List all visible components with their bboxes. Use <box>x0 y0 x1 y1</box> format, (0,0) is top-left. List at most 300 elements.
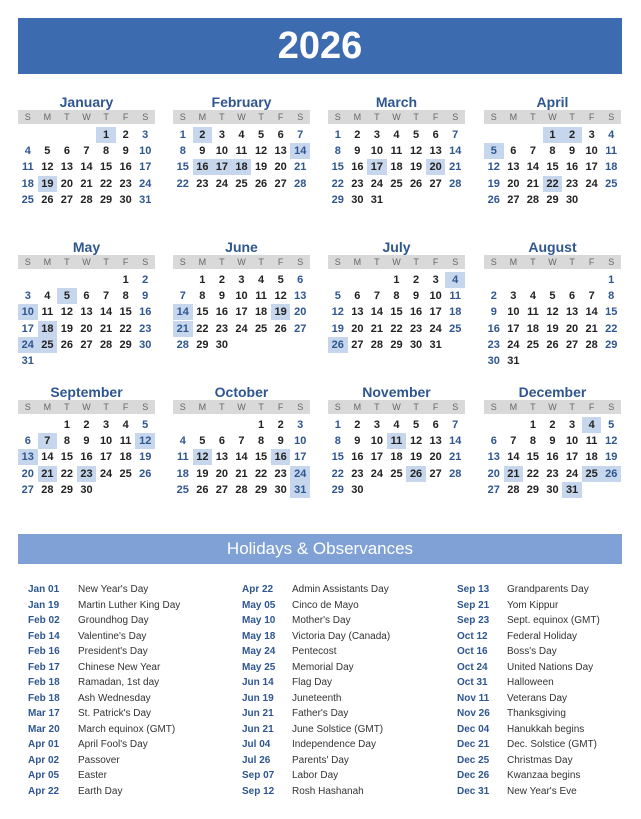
day-cell: 14 <box>370 306 384 319</box>
day-cell: 28 <box>507 483 520 496</box>
weekday-label: S <box>24 112 31 122</box>
day-cell: 30 <box>119 193 132 206</box>
day-cell: 22 <box>254 467 268 480</box>
day-cell: 5 <box>334 290 341 303</box>
day-cell: 2 <box>354 129 361 141</box>
day-cell: 4 <box>258 274 265 286</box>
day-cell: 19 <box>409 161 423 174</box>
holiday-date: Apr 22 <box>28 785 60 797</box>
day-cell: 11 <box>390 145 403 158</box>
weekday-label: M <box>198 257 207 267</box>
day-cell: 13 <box>429 145 442 158</box>
day-cell: 23 <box>487 338 500 351</box>
weekday-label: S <box>297 402 304 412</box>
day-cell: 5 <box>142 419 149 431</box>
day-cell: 30 <box>565 193 579 206</box>
month-name: June <box>225 239 258 255</box>
day-cell: 13 <box>507 161 520 174</box>
day-cell: 11 <box>449 290 462 303</box>
day-cell: 6 <box>218 435 225 448</box>
day-cell: 13 <box>18 449 38 465</box>
day-cell: 10 <box>215 145 229 158</box>
weekday-label: T <box>258 257 264 267</box>
day-cell: 1 <box>543 127 563 143</box>
weekday-label: T <box>64 257 70 267</box>
day-cell: 12 <box>409 145 423 158</box>
weekday-label: T <box>530 402 536 412</box>
day-cell: 22 <box>60 467 74 480</box>
day-cell: 14 <box>507 451 520 464</box>
holiday-date: Feb 17 <box>28 661 60 673</box>
holiday-name: Labor Day <box>292 770 339 781</box>
day-cell: 8 <box>608 290 615 303</box>
weekday-label: S <box>142 402 149 412</box>
day-cell: 6 <box>432 129 439 141</box>
holiday-name: Mother's Day <box>292 615 351 626</box>
holiday-date: Feb 18 <box>28 692 60 704</box>
day-cell: 30 <box>351 483 364 496</box>
day-cell: 14 <box>173 304 193 320</box>
holiday-date: Nov 11 <box>457 692 490 704</box>
weekday-label: F <box>432 257 439 267</box>
weekday-label: S <box>608 402 615 412</box>
day-cell: 22 <box>119 322 132 335</box>
day-cell: 6 <box>354 290 361 303</box>
weekday-label: S <box>142 257 149 267</box>
weekday-label: S <box>297 112 304 122</box>
day-cell: 16 <box>119 161 132 174</box>
day-cell: 30 <box>274 483 287 496</box>
day-cell: 15 <box>390 306 403 319</box>
holiday-name: Earth Day <box>78 785 123 797</box>
weekday-label: M <box>353 257 362 267</box>
weekday-label: T <box>374 112 380 122</box>
day-cell: 10 <box>235 290 248 303</box>
weekday-label: S <box>179 257 186 267</box>
day-cell: 15 <box>605 306 618 319</box>
day-cell: 4 <box>445 272 465 288</box>
holiday-name: Victoria Day (Canada) <box>292 630 391 642</box>
day-cell: 21 <box>449 161 462 174</box>
day-cell: 21 <box>99 322 113 335</box>
day-cell: 11 <box>605 145 618 158</box>
holiday-date: Jul 26 <box>242 754 271 766</box>
day-cell: 12 <box>331 306 344 319</box>
day-cell: 31 <box>290 482 310 498</box>
weekday-label: W <box>237 402 246 412</box>
day-cell: 22 <box>176 177 189 190</box>
holidays-title: Holidays & Observances <box>226 539 414 558</box>
weekday-label: T <box>219 112 225 122</box>
day-cell: 29 <box>526 483 540 496</box>
day-cell: 1 <box>334 129 341 141</box>
day-cell: 3 <box>103 419 110 431</box>
day-cell: 2 <box>413 274 420 286</box>
holiday-name: Rosh Hashanah <box>292 785 364 797</box>
holiday-name: Cinco de Mayo <box>292 599 359 611</box>
day-cell: 30 <box>351 193 364 206</box>
day-cell: 16 <box>193 159 213 175</box>
day-cell: 20 <box>60 177 74 190</box>
holiday-date: Apr 22 <box>242 584 274 595</box>
holiday-date: Dec 31 <box>457 785 490 797</box>
day-cell: 25 <box>390 177 403 190</box>
day-cell: 25 <box>390 467 403 480</box>
day-cell: 19 <box>196 467 209 480</box>
day-cell: 4 <box>238 129 245 141</box>
day-cell: 28 <box>526 193 540 206</box>
day-cell: 24 <box>370 467 384 480</box>
day-cell: 23 <box>565 177 579 190</box>
day-cell: 4 <box>179 435 186 448</box>
weekday-label: M <box>43 257 52 267</box>
day-cell: 20 <box>21 467 34 480</box>
month-name: August <box>528 239 577 255</box>
day-cell: 17 <box>235 306 248 319</box>
day-cell: 17 <box>429 306 442 319</box>
day-cell: 17 <box>294 451 307 464</box>
day-cell: 1 <box>608 274 615 286</box>
holiday-date: Oct 31 <box>457 677 488 688</box>
day-cell: 11 <box>235 145 248 158</box>
day-cell: 25 <box>605 177 618 190</box>
day-cell: 15 <box>196 306 209 319</box>
day-cell: 12 <box>41 161 54 174</box>
day-cell: 3 <box>588 129 595 141</box>
day-cell: 31 <box>429 338 442 351</box>
day-cell: 18 <box>526 322 540 335</box>
day-cell: 17 <box>585 161 598 174</box>
holiday-name: Grandparents Day <box>507 584 589 595</box>
holiday-name: Valentine's Day <box>78 630 147 642</box>
holiday-name: New Year's Day <box>78 584 149 595</box>
day-cell: 25 <box>21 193 34 206</box>
day-cell: 12 <box>605 435 618 448</box>
day-cell: 29 <box>254 483 268 496</box>
holiday-name: Flag Day <box>292 677 333 688</box>
day-cell: 23 <box>274 467 287 480</box>
day-cell: 22 <box>331 467 344 480</box>
day-cell: 25 <box>449 322 462 335</box>
weekday-label: F <box>432 402 439 412</box>
weekday-label: T <box>219 402 225 412</box>
day-cell: 15 <box>60 451 74 464</box>
day-cell: 20 <box>294 306 307 319</box>
day-cell: 16 <box>215 306 229 319</box>
holiday-name: Veterans Day <box>507 692 568 704</box>
weekday-label: F <box>277 402 284 412</box>
weekday-label: W <box>237 112 246 122</box>
holiday-name: March equinox (GMT) <box>78 723 176 735</box>
day-cell: 5 <box>413 129 420 141</box>
weekday-label: S <box>334 112 341 122</box>
day-cell: 17 <box>565 451 579 464</box>
day-cell: 29 <box>99 193 113 206</box>
day-cell: 27 <box>60 193 74 206</box>
day-cell: 7 <box>452 129 459 141</box>
weekday-label: M <box>353 112 362 122</box>
holiday-name: June Solstice (GMT) <box>292 723 384 735</box>
day-cell: 25 <box>254 322 268 335</box>
day-cell: 5 <box>413 419 420 431</box>
day-cell: 3 <box>24 290 31 303</box>
day-cell: 23 <box>139 322 152 335</box>
day-cell: 4 <box>582 417 602 433</box>
day-cell: 13 <box>274 145 287 158</box>
holiday-date: Dec 04 <box>457 723 490 735</box>
day-cell: 8 <box>334 435 341 448</box>
holiday-name: Kwanzaa begins <box>507 770 581 781</box>
day-cell: 18 <box>38 321 58 337</box>
weekday-label: T <box>413 402 419 412</box>
day-cell: 13 <box>80 306 93 319</box>
day-cell: 8 <box>258 435 265 448</box>
day-cell: 25 <box>176 483 189 496</box>
day-cell: 6 <box>510 145 517 158</box>
day-cell: 12 <box>254 145 268 158</box>
day-cell: 14 <box>585 306 598 319</box>
weekday-label: F <box>122 402 129 412</box>
holiday-date: Jan 01 <box>28 584 60 595</box>
day-cell: 18 <box>585 451 598 464</box>
holiday-name: Martin Luther King Day <box>78 599 181 611</box>
day-cell: 4 <box>608 129 615 141</box>
day-cell: 20 <box>351 322 364 335</box>
day-cell: 20 <box>487 467 500 480</box>
holiday-date: May 18 <box>242 630 276 642</box>
day-cell: 8 <box>393 290 400 303</box>
holiday-name: President's Day <box>78 646 148 657</box>
day-cell: 28 <box>80 193 93 206</box>
day-cell: 10 <box>99 435 113 448</box>
day-cell: 21 <box>370 322 384 335</box>
holiday-date: May 05 <box>242 599 276 611</box>
day-cell: 17 <box>370 451 384 464</box>
weekday-label: W <box>392 257 401 267</box>
day-cell: 31 <box>21 355 34 367</box>
day-cell: 18 <box>176 467 189 480</box>
day-cell: 3 <box>238 274 245 286</box>
day-cell: 11 <box>119 435 132 448</box>
day-cell: 24 <box>370 177 384 190</box>
day-cell: 18 <box>119 451 132 464</box>
weekday-label: T <box>413 257 419 267</box>
holiday-name: Father's Day <box>292 708 349 719</box>
month-name: December <box>518 384 587 400</box>
day-cell: 2 <box>83 419 90 431</box>
holiday-name: Yom Kippur <box>507 599 559 611</box>
day-cell: 16 <box>546 451 559 464</box>
day-cell: 24 <box>99 467 113 480</box>
holiday-date: Sep 13 <box>457 584 490 595</box>
day-cell: 16 <box>139 306 152 319</box>
weekday-label: S <box>334 257 341 267</box>
day-cell: 27 <box>351 338 364 351</box>
day-cell: 27 <box>21 483 34 496</box>
day-cell: 11 <box>527 306 539 319</box>
weekday-label: W <box>548 112 557 122</box>
day-cell: 6 <box>432 419 439 431</box>
day-cell: 31 <box>139 193 152 206</box>
day-cell: 1 <box>63 419 70 431</box>
day-cell: 28 <box>449 177 462 190</box>
day-cell: 19 <box>271 304 291 320</box>
weekday-label: T <box>374 402 380 412</box>
day-cell: 29 <box>546 193 559 206</box>
weekday-label: M <box>43 112 52 122</box>
day-cell: 15 <box>99 161 113 174</box>
day-cell: 12 <box>546 306 559 319</box>
day-cell: 2 <box>122 129 129 141</box>
day-cell: 9 <box>354 435 361 448</box>
day-cell: 29 <box>60 483 74 496</box>
day-cell: 25 <box>119 467 132 480</box>
day-cell: 24 <box>290 466 310 482</box>
day-cell: 6 <box>277 129 284 141</box>
day-cell: 18 <box>449 306 462 319</box>
day-cell: 17 <box>139 161 152 174</box>
day-cell: 16 <box>487 322 500 335</box>
day-cell: 10 <box>139 145 152 158</box>
day-cell: 18 <box>254 306 268 319</box>
day-cell: 7 <box>529 145 536 158</box>
day-cell: 1 <box>122 274 129 286</box>
day-cell: 1 <box>199 274 206 286</box>
day-cell: 22 <box>543 176 563 192</box>
day-cell: 6 <box>297 274 304 286</box>
day-cell: 12 <box>193 449 213 465</box>
weekday-label: T <box>258 112 264 122</box>
day-cell: 18 <box>605 161 618 174</box>
weekday-label: F <box>588 402 595 412</box>
day-cell: 21 <box>173 321 193 337</box>
day-cell: 27 <box>294 322 307 335</box>
month-name: November <box>362 384 431 400</box>
day-cell: 18 <box>232 159 252 175</box>
weekday-label: F <box>277 112 284 122</box>
day-cell: 24 <box>215 177 229 190</box>
month-name: October <box>214 384 269 400</box>
weekday-label: F <box>588 112 595 122</box>
weekday-label: S <box>490 402 497 412</box>
day-cell: 1 <box>179 129 186 141</box>
weekday-label: T <box>374 257 380 267</box>
weekday-label: S <box>608 257 615 267</box>
day-cell: 2 <box>193 127 213 143</box>
day-cell: 21 <box>585 322 598 335</box>
holiday-date: Dec 25 <box>457 754 490 766</box>
day-cell: 31 <box>562 482 582 498</box>
holiday-date: Mar 17 <box>28 708 60 719</box>
day-cell: 17 <box>212 159 232 175</box>
day-cell: 4 <box>393 129 400 141</box>
holiday-date: Oct 16 <box>457 646 488 657</box>
day-cell: 6 <box>569 290 576 303</box>
holiday-date: Jun 14 <box>242 677 274 688</box>
day-cell: 14 <box>526 161 540 174</box>
day-cell: 22 <box>99 177 113 190</box>
day-cell: 1 <box>334 419 341 431</box>
weekday-label: T <box>413 112 419 122</box>
holiday-date: Feb 14 <box>28 630 60 642</box>
day-cell: 21 <box>449 451 462 464</box>
month-name: July <box>382 239 411 255</box>
weekday-label: W <box>392 402 401 412</box>
day-cell: 21 <box>80 177 93 190</box>
day-cell: 28 <box>370 338 384 351</box>
day-cell: 22 <box>605 322 618 335</box>
day-cell: 26 <box>196 483 209 496</box>
holiday-date: Sep 21 <box>457 599 490 611</box>
weekday-label: T <box>103 402 109 412</box>
day-cell: 10 <box>565 435 579 448</box>
holiday-date: Dec 26 <box>457 770 490 781</box>
day-cell: 28 <box>449 467 462 480</box>
day-cell: 24 <box>585 177 598 190</box>
day-cell: 23 <box>215 322 229 335</box>
day-cell: 9 <box>218 290 225 303</box>
day-cell: 2 <box>277 419 284 431</box>
weekday-label: W <box>82 257 91 267</box>
holiday-name: Pentecost <box>292 646 337 657</box>
holiday-name: Ramadan, 1st day <box>78 677 160 688</box>
day-cell: 7 <box>83 145 90 158</box>
day-cell: 27 <box>80 338 93 351</box>
day-cell: 27 <box>487 483 500 496</box>
day-cell: 7 <box>179 290 186 303</box>
day-cell: 14 <box>41 451 54 464</box>
weekday-label: S <box>452 257 459 267</box>
day-cell: 23 <box>351 467 364 480</box>
weekday-label: S <box>452 402 459 412</box>
day-cell: 15 <box>176 161 189 174</box>
holiday-date: May 10 <box>242 615 276 626</box>
day-cell: 14 <box>449 145 462 158</box>
day-cell: 5 <box>199 435 206 448</box>
day-cell: 19 <box>487 177 500 190</box>
day-cell: 13 <box>487 451 500 464</box>
weekday-label: F <box>277 257 284 267</box>
day-cell: 25 <box>526 338 540 351</box>
holiday-date: Apr 05 <box>28 770 60 781</box>
holiday-name: Independence Day <box>292 739 376 750</box>
day-cell: 15 <box>526 451 540 464</box>
holiday-date: Sep 12 <box>242 785 275 797</box>
day-cell: 23 <box>77 466 97 482</box>
day-cell: 30 <box>487 355 500 367</box>
day-cell: 8 <box>122 290 129 303</box>
holiday-date: Jun 19 <box>242 692 274 704</box>
day-cell: 3 <box>297 419 304 431</box>
weekday-label: T <box>258 402 264 412</box>
holiday-name: Christmas Day <box>507 754 573 766</box>
day-cell: 6 <box>24 435 31 448</box>
day-cell: 14 <box>99 306 113 319</box>
holiday-date: Jun 21 <box>242 708 274 719</box>
day-cell: 17 <box>21 322 34 335</box>
day-cell: 18 <box>390 451 403 464</box>
day-cell: 31 <box>507 355 520 367</box>
day-cell: 26 <box>409 177 423 190</box>
day-cell: 27 <box>274 177 287 190</box>
holiday-date: Apr 01 <box>28 739 60 750</box>
day-cell: 20 <box>429 451 442 464</box>
day-cell: 1 <box>96 127 116 143</box>
weekday-label: S <box>142 112 149 122</box>
day-cell: 19 <box>546 322 559 335</box>
day-cell: 27 <box>429 467 442 480</box>
day-cell: 20 <box>426 159 446 175</box>
